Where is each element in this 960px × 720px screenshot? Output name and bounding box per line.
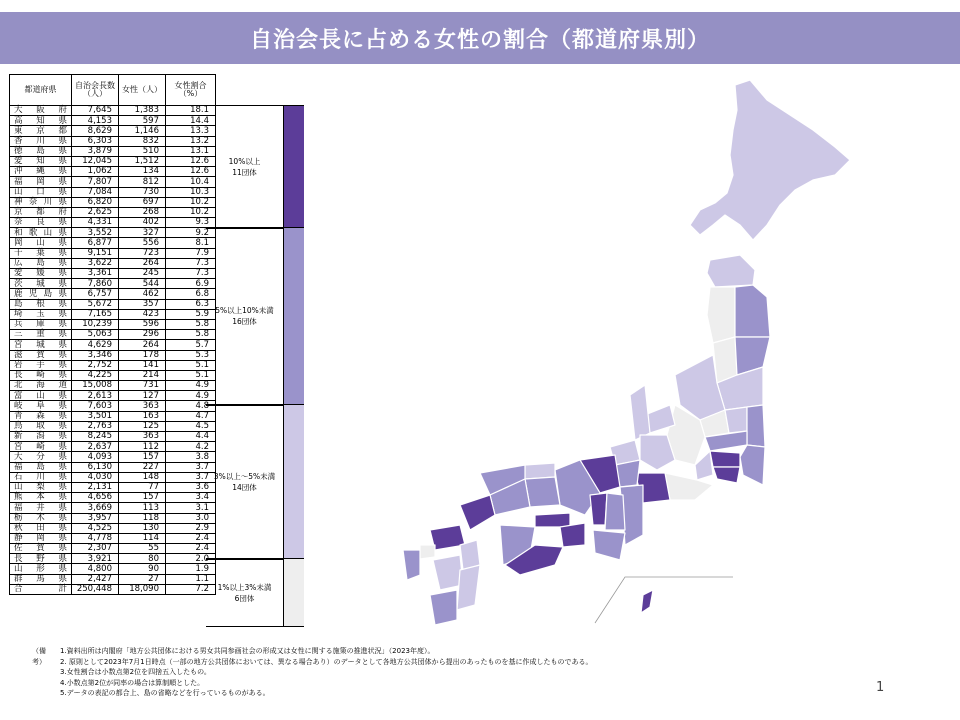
row-prefecture: 石川県 [10, 472, 72, 482]
map-okinawa [641, 590, 653, 613]
table-row [10, 248, 216, 258]
row-leaders: 4,331 [72, 218, 119, 228]
table-row [10, 574, 216, 584]
note-line: 3.女性割合は小数点第2位を四捨五入したもの。 [60, 668, 211, 676]
row-ratio: 5.7 [166, 340, 216, 350]
row-prefecture: 新潟県 [10, 432, 72, 442]
row-leaders: 6,757 [72, 289, 119, 299]
row-prefecture: 富山県 [10, 391, 72, 401]
row-leaders: 3,921 [72, 554, 119, 564]
row-ratio: 13.1 [166, 146, 216, 156]
row-women: 27 [119, 574, 166, 584]
row-prefecture: 高知県 [10, 116, 72, 126]
legend-band [206, 227, 304, 406]
row-leaders: 4,093 [72, 452, 119, 462]
row-leaders: 2,625 [72, 207, 119, 217]
row-leaders: 2,763 [72, 421, 119, 431]
row-women: 363 [119, 401, 166, 411]
table-row [10, 299, 216, 309]
row-prefecture: 広島県 [10, 258, 72, 268]
table-total-row [10, 584, 216, 594]
row-prefecture: 沖縄県 [10, 167, 72, 177]
row-ratio: 13.2 [166, 136, 216, 146]
row-prefecture: 秋田県 [10, 523, 72, 533]
notes-lines [60, 646, 593, 699]
row-prefecture: 鳥取県 [10, 421, 72, 431]
row-ratio: 7.3 [166, 258, 216, 268]
row-women: 544 [119, 279, 166, 289]
row-ratio: 2.4 [166, 533, 216, 543]
table-row [10, 279, 216, 289]
row-leaders: 2,131 [72, 482, 119, 492]
map-nagasaki [403, 550, 420, 580]
row-women: 327 [119, 228, 166, 238]
row-ratio: 2.4 [166, 544, 216, 554]
row-leaders: 3,501 [72, 411, 119, 421]
table-row [10, 106, 216, 116]
row-leaders: 2,427 [72, 574, 119, 584]
row-women: 462 [119, 289, 166, 299]
header-leaders: 自治会長数（人） [72, 75, 119, 106]
total-ratio: 7.2 [166, 584, 216, 594]
table-row [10, 391, 216, 401]
row-prefecture: 山形県 [10, 564, 72, 574]
row-prefecture: 鹿児島県 [10, 289, 72, 299]
row-ratio: 10.4 [166, 177, 216, 187]
row-ratio: 3.8 [166, 452, 216, 462]
row-prefecture: 島根県 [10, 299, 72, 309]
row-prefecture: 福岡県 [10, 177, 72, 187]
row-ratio: 9.3 [166, 218, 216, 228]
map-tochigi [725, 407, 747, 433]
table-row [10, 330, 216, 340]
row-women: 127 [119, 391, 166, 401]
row-prefecture: 大阪府 [10, 106, 72, 116]
row-ratio: 2.0 [166, 554, 216, 564]
table-row [10, 432, 216, 442]
row-prefecture: 佐賀県 [10, 544, 72, 554]
legend-band-range: 10%以上 [228, 156, 261, 166]
map-osaka [590, 493, 607, 525]
row-leaders: 7,860 [72, 279, 119, 289]
row-women: 112 [119, 442, 166, 452]
table-row [10, 309, 216, 319]
row-leaders: 10,239 [72, 319, 119, 329]
legend-band-swatch [283, 405, 304, 560]
table-row [10, 401, 216, 411]
row-prefecture: 千葉県 [10, 248, 72, 258]
row-ratio: 6.8 [166, 289, 216, 299]
row-women: 402 [119, 218, 166, 228]
map-miyazaki [457, 565, 480, 610]
map-okayama [525, 477, 560, 507]
prefecture-table [9, 74, 216, 595]
table-row [10, 228, 216, 238]
legend-band-label [206, 305, 283, 327]
row-ratio: 5.3 [166, 350, 216, 360]
row-leaders: 12,045 [72, 156, 119, 166]
row-ratio: 2.9 [166, 523, 216, 533]
okinawa-inset-line [595, 577, 733, 623]
table-row [10, 442, 216, 452]
table-row [10, 146, 216, 156]
row-prefecture: 宮崎県 [10, 442, 72, 452]
row-leaders: 2,637 [72, 442, 119, 452]
row-leaders: 3,361 [72, 269, 119, 279]
row-ratio: 3.6 [166, 482, 216, 492]
legend-band-label [206, 156, 283, 178]
row-women: 812 [119, 177, 166, 187]
row-ratio: 4.5 [166, 421, 216, 431]
table-row [10, 564, 216, 574]
row-prefecture: 愛媛県 [10, 269, 72, 279]
row-ratio: 3.1 [166, 503, 216, 513]
row-women: 697 [119, 197, 166, 207]
row-ratio: 1.1 [166, 574, 216, 584]
row-leaders: 4,525 [72, 523, 119, 533]
row-ratio: 8.1 [166, 238, 216, 248]
map-miyagi [735, 337, 770, 375]
row-women: 245 [119, 269, 166, 279]
row-leaders: 4,225 [72, 370, 119, 380]
table-body [10, 106, 216, 595]
row-ratio: 12.6 [166, 156, 216, 166]
table-row [10, 421, 216, 431]
row-leaders: 3,552 [72, 228, 119, 238]
map-saga [420, 545, 435, 559]
row-women: 264 [119, 340, 166, 350]
row-prefecture: 埼玉県 [10, 309, 72, 319]
row-leaders: 7,165 [72, 309, 119, 319]
row-women: 134 [119, 167, 166, 177]
row-ratio: 3.4 [166, 493, 216, 503]
row-ratio: 6.9 [166, 279, 216, 289]
map-ishikawa [630, 385, 650, 440]
row-ratio: 14.4 [166, 116, 216, 126]
total-label: 合計 [10, 584, 72, 594]
table-row [10, 554, 216, 564]
row-prefecture: 徳島県 [10, 146, 72, 156]
legend-band-range: 1%以上3%未満 [217, 582, 272, 592]
map-hokkaido [690, 80, 850, 240]
map-tokyo [710, 451, 740, 467]
map-kagawa [535, 513, 570, 527]
row-prefecture: 北海道 [10, 381, 72, 391]
row-women: 163 [119, 411, 166, 421]
row-women: 1,146 [119, 126, 166, 136]
row-women: 114 [119, 533, 166, 543]
row-leaders: 6,820 [72, 197, 119, 207]
row-women: 125 [119, 421, 166, 431]
legend-band-range: 5%以上10%未満 [215, 306, 274, 316]
row-women: 296 [119, 330, 166, 340]
row-leaders: 9,151 [72, 248, 119, 258]
row-women: 157 [119, 493, 166, 503]
table-row [10, 503, 216, 513]
table-row [10, 218, 216, 228]
row-ratio: 4.2 [166, 442, 216, 452]
row-leaders: 2,752 [72, 360, 119, 370]
table-row [10, 289, 216, 299]
row-prefecture: 栃木県 [10, 513, 72, 523]
row-women: 596 [119, 319, 166, 329]
row-leaders: 3,346 [72, 350, 119, 360]
note-line: 2. 原則として2023年7月1日時点（一部の地方公共団体においては、異なる場合あり）のデータとして各地方公共団体から提出のあったものを基に作成したものである。 [60, 657, 593, 666]
row-leaders: 15,008 [72, 381, 119, 391]
table-row [10, 126, 216, 136]
map-chiba [740, 445, 765, 485]
legend-band-count: 11団体 [232, 167, 257, 177]
row-ratio: 7.9 [166, 248, 216, 258]
row-prefecture: 熊本県 [10, 493, 72, 503]
row-ratio: 4.9 [166, 381, 216, 391]
row-women: 90 [119, 564, 166, 574]
row-ratio: 18.1 [166, 106, 216, 116]
row-ratio: 5.8 [166, 319, 216, 329]
row-women: 510 [119, 146, 166, 156]
row-women: 77 [119, 482, 166, 492]
legend-band [206, 404, 304, 561]
row-leaders: 1,062 [72, 167, 119, 177]
row-ratio: 10.2 [166, 207, 216, 217]
row-leaders: 4,800 [72, 564, 119, 574]
row-women: 423 [119, 309, 166, 319]
legend-band-count: 14団体 [232, 483, 257, 493]
row-ratio: 7.3 [166, 269, 216, 279]
table-row [10, 197, 216, 207]
row-prefecture: 青森県 [10, 411, 72, 421]
table-row [10, 116, 216, 126]
row-leaders: 3,879 [72, 146, 119, 156]
row-women: 80 [119, 554, 166, 564]
row-women: 55 [119, 544, 166, 554]
row-ratio: 13.3 [166, 126, 216, 136]
legend-band-count: 16団体 [232, 317, 257, 327]
row-prefecture: 東京都 [10, 126, 72, 136]
legend-band [206, 105, 304, 229]
row-ratio: 4.4 [166, 432, 216, 442]
row-prefecture: 宮城県 [10, 340, 72, 350]
row-prefecture: 岡山県 [10, 238, 72, 248]
row-prefecture: 滋賀県 [10, 350, 72, 360]
row-women: 130 [119, 523, 166, 533]
row-leaders: 7,603 [72, 401, 119, 411]
row-leaders: 5,063 [72, 330, 119, 340]
row-ratio: 5.1 [166, 370, 216, 380]
row-women: 264 [119, 258, 166, 268]
row-prefecture: 茨城県 [10, 279, 72, 289]
legend-band-count: 6団体 [234, 593, 255, 603]
row-prefecture: 大分県 [10, 452, 72, 462]
row-leaders: 4,153 [72, 116, 119, 126]
page-number: 1 [876, 680, 885, 695]
row-ratio: 4.9 [166, 391, 216, 401]
map-akita [707, 287, 735, 343]
row-ratio: 5.9 [166, 309, 216, 319]
row-women: 723 [119, 248, 166, 258]
row-prefecture: 香川県 [10, 136, 72, 146]
row-prefecture: 奈良県 [10, 218, 72, 228]
row-prefecture: 長崎県 [10, 370, 72, 380]
page-title: 自治会長に占める女性の割合（都道府県別） [249, 27, 710, 53]
row-leaders: 2,613 [72, 391, 119, 401]
map-ibaraki [747, 405, 765, 447]
table-row [10, 381, 216, 391]
row-women: 148 [119, 472, 166, 482]
japan-map [395, 75, 925, 635]
row-leaders: 7,807 [72, 177, 119, 187]
header-women: 女性（人） [119, 75, 166, 106]
row-ratio: 5.1 [166, 360, 216, 370]
row-women: 157 [119, 452, 166, 462]
row-women: 730 [119, 187, 166, 197]
row-leaders: 6,303 [72, 136, 119, 146]
map-tottori [525, 463, 555, 479]
row-prefecture: 群馬県 [10, 574, 72, 584]
row-ratio: 9.2 [166, 228, 216, 238]
row-leaders: 7,645 [72, 106, 119, 116]
row-leaders: 3,669 [72, 503, 119, 513]
row-ratio: 3.0 [166, 513, 216, 523]
row-prefecture: 和歌山県 [10, 228, 72, 238]
row-leaders: 3,622 [72, 258, 119, 268]
row-ratio: 3.7 [166, 472, 216, 482]
row-ratio: 4.7 [166, 411, 216, 421]
row-ratio: 6.3 [166, 299, 216, 309]
row-prefecture: 岩手県 [10, 360, 72, 370]
legend-band-label [206, 471, 283, 493]
row-women: 597 [119, 116, 166, 126]
row-prefecture: 三重県 [10, 330, 72, 340]
map-aomori [707, 255, 755, 287]
row-leaders: 3,957 [72, 513, 119, 523]
row-women: 832 [119, 136, 166, 146]
table-row [10, 350, 216, 360]
total-women: 18,090 [119, 584, 166, 594]
table-row [10, 167, 216, 177]
legend-band-label [206, 582, 283, 604]
map-iwate [735, 285, 770, 337]
table-row [10, 340, 216, 350]
row-leaders: 6,130 [72, 462, 119, 472]
legend-band [206, 558, 304, 626]
row-ratio: 4.8 [166, 401, 216, 411]
row-women: 556 [119, 238, 166, 248]
note-line: 1.資料出所は内閣府「地方公共団体における男女共同参画社会の形成又は女性に関する施策の推進状況」（2023年度）。 [60, 647, 435, 655]
legend-band-swatch [283, 228, 304, 405]
table-row [10, 472, 216, 482]
row-ratio: 3.7 [166, 462, 216, 472]
row-leaders: 4,030 [72, 472, 119, 482]
total-leaders: 250,448 [72, 584, 119, 594]
legend-band-swatch [283, 559, 304, 625]
row-women: 363 [119, 432, 166, 442]
row-leaders: 8,629 [72, 126, 119, 136]
note-line: 5.データの表記の都合上、島の省略などを行っているものがある。 [60, 689, 270, 697]
table-row [10, 452, 216, 462]
row-prefecture: 兵庫県 [10, 319, 72, 329]
row-leaders: 6,877 [72, 238, 119, 248]
row-prefecture: 岐阜県 [10, 401, 72, 411]
table-row [10, 360, 216, 370]
row-prefecture: 京都府 [10, 207, 72, 217]
table-row [10, 523, 216, 533]
row-prefecture: 福井県 [10, 503, 72, 513]
row-women: 227 [119, 462, 166, 472]
row-women: 214 [119, 370, 166, 380]
map-kanagawa [713, 467, 740, 483]
table-row [10, 544, 216, 554]
row-ratio: 12.6 [166, 167, 216, 177]
table-row [10, 187, 216, 197]
table-row [10, 513, 216, 523]
header-ratio: 女性割合（%） [166, 75, 216, 106]
row-women: 268 [119, 207, 166, 217]
legend-band-swatch [283, 106, 304, 228]
title-bar [0, 12, 960, 64]
row-prefecture: 神奈川県 [10, 197, 72, 207]
row-prefecture: 福島県 [10, 462, 72, 472]
row-ratio: 5.8 [166, 330, 216, 340]
map-kagoshima [430, 590, 457, 625]
table-row [10, 238, 216, 248]
row-leaders: 8,245 [72, 432, 119, 442]
row-ratio: 10.2 [166, 197, 216, 207]
map-wakayama [593, 530, 625, 560]
row-prefecture: 山梨県 [10, 482, 72, 492]
row-prefecture: 静岡県 [10, 533, 72, 543]
row-women: 731 [119, 381, 166, 391]
row-leaders: 7,084 [72, 187, 119, 197]
table-row [10, 269, 216, 279]
row-leaders: 4,778 [72, 533, 119, 543]
table-row [10, 462, 216, 472]
row-leaders: 4,629 [72, 340, 119, 350]
row-women: 1,512 [119, 156, 166, 166]
table-row [10, 136, 216, 146]
table-row [10, 411, 216, 421]
map-yamaguchi [460, 495, 495, 530]
table-row [10, 493, 216, 503]
row-women: 113 [119, 503, 166, 513]
row-prefecture: 山口県 [10, 187, 72, 197]
row-women: 118 [119, 513, 166, 523]
row-women: 357 [119, 299, 166, 309]
table-row [10, 258, 216, 268]
map-tokushima [560, 523, 585, 547]
row-ratio: 10.3 [166, 187, 216, 197]
notes-head: （備考） [32, 647, 46, 666]
row-prefecture: 長野県 [10, 554, 72, 564]
row-women: 1,383 [119, 106, 166, 116]
row-leaders: 2,307 [72, 544, 119, 554]
legend-band-range: 3%以上～5%未満 [213, 472, 276, 482]
row-women: 178 [119, 350, 166, 360]
note-line: 4.小数点第2位が同率の場合は算制順とした。 [60, 678, 205, 687]
row-leaders: 4,656 [72, 493, 119, 503]
row-leaders: 5,672 [72, 299, 119, 309]
map-nara [605, 493, 625, 530]
row-ratio: 1.9 [166, 564, 216, 574]
row-prefecture: 愛知県 [10, 156, 72, 166]
row-women: 141 [119, 360, 166, 370]
header-prefecture: 都道府県 [10, 75, 72, 106]
table-row [10, 177, 216, 187]
